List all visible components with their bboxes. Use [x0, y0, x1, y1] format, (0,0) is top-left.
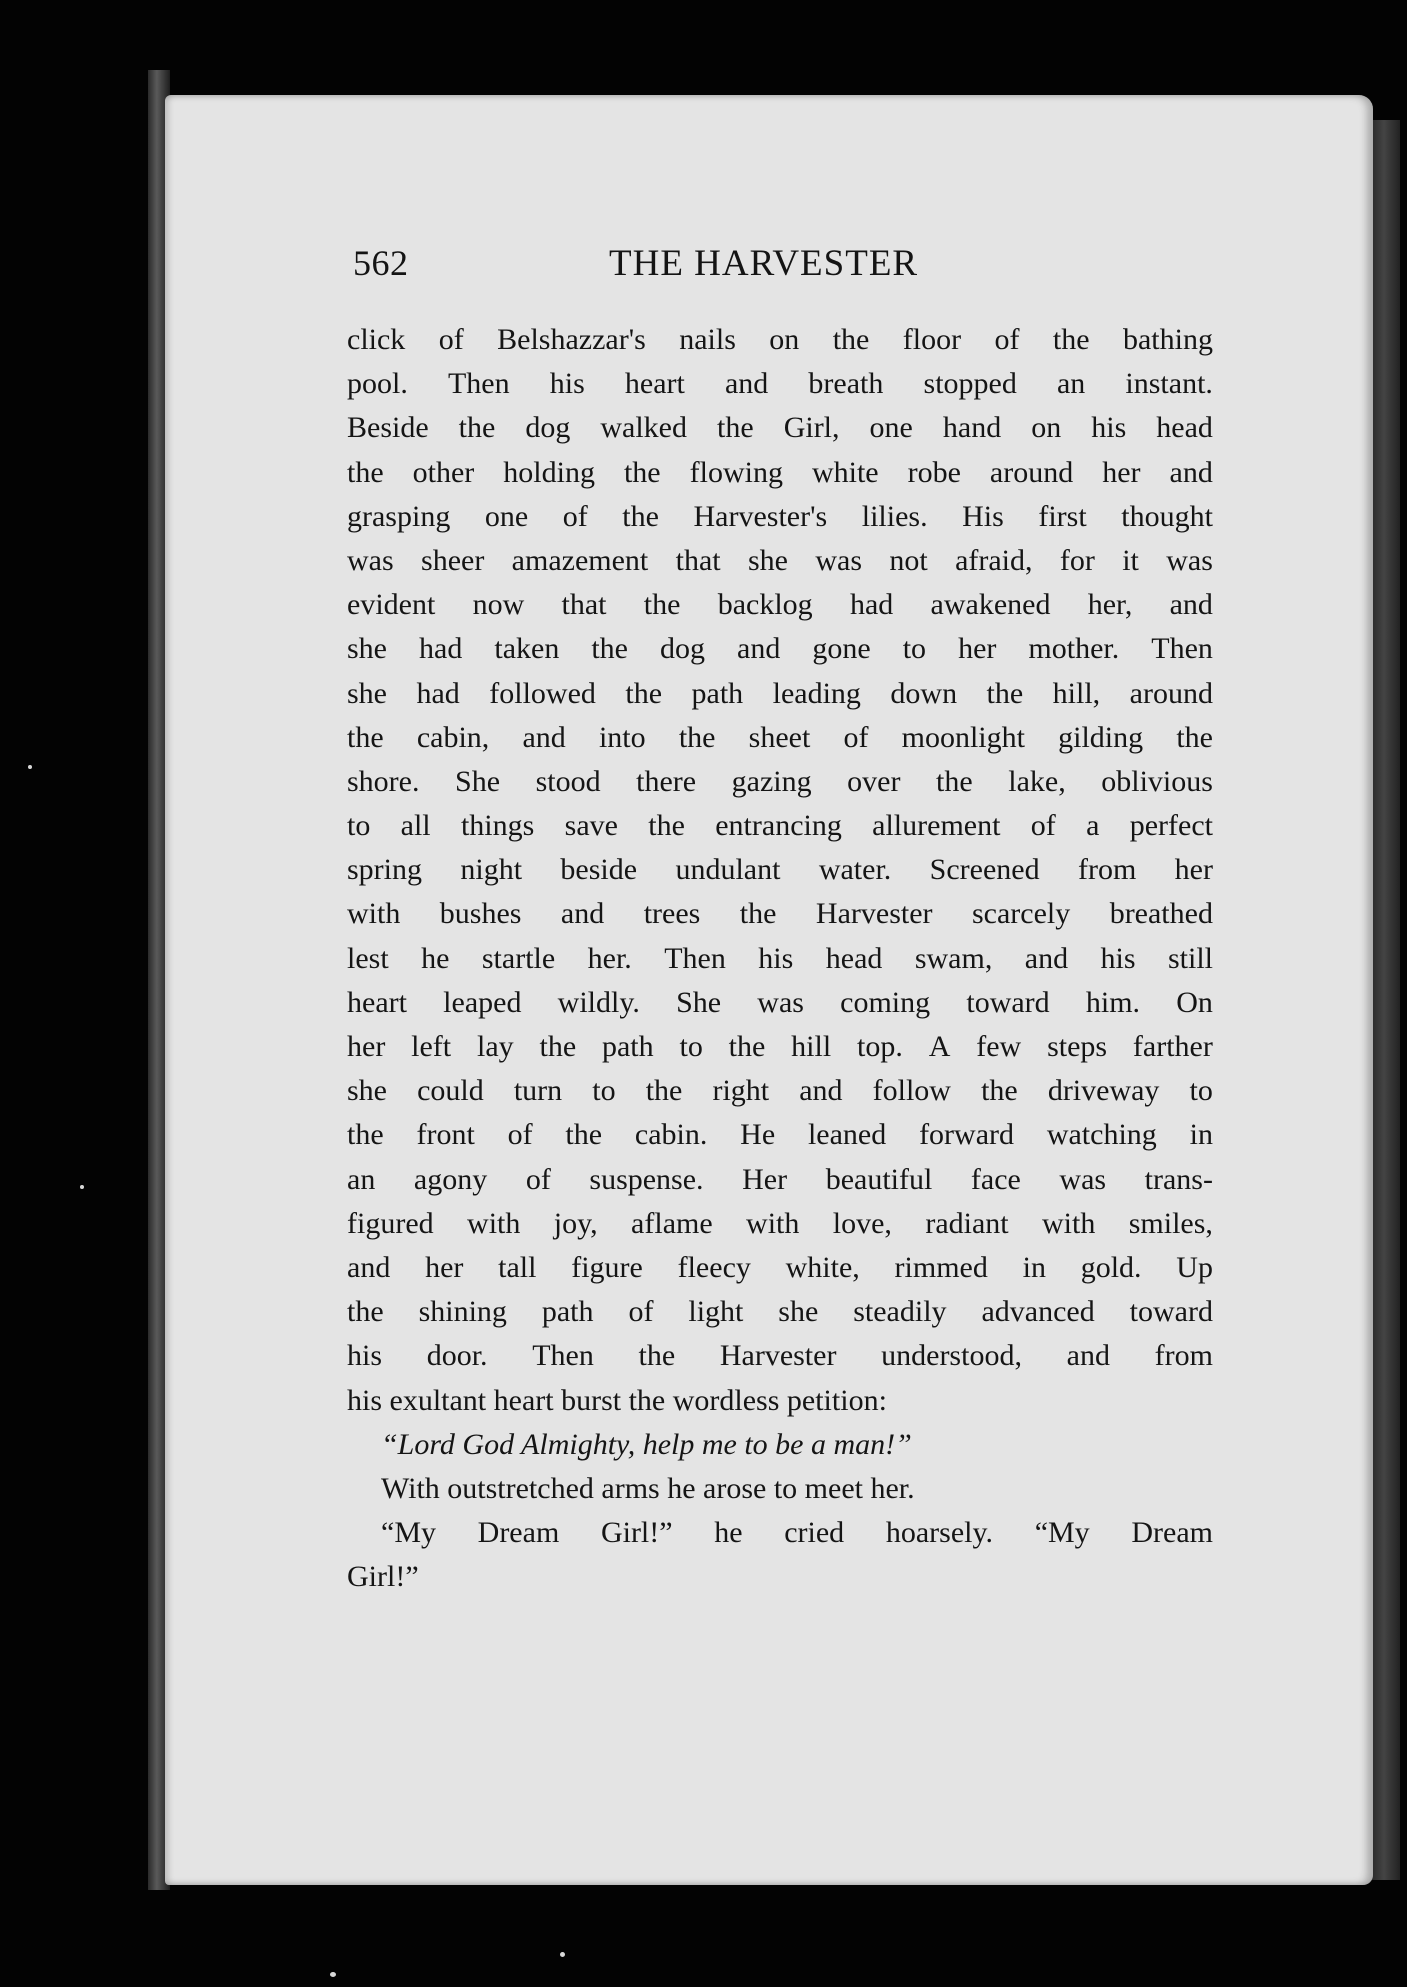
text-line: an agony of suspense. Her beautiful face was trans-	[347, 1162, 1213, 1196]
prayer-line: “Lord God Almighty, help me to be a man!”	[381, 1427, 912, 1461]
text-line: the shining path of light she steadily advanced toward	[347, 1295, 1213, 1329]
text-line: pool. Then his heart and breath stopped an instant.	[347, 367, 1213, 401]
text-line: heart leaped wildly. She was coming toward him. On	[347, 985, 1213, 1019]
text-line: the cabin, and into the sheet of moonlight gilding the	[347, 720, 1213, 754]
text-line: lest he startle her. Then his head swam, and his still	[347, 941, 1213, 975]
page-header	[353, 242, 1213, 302]
text-line: and her tall figure fleecy white, rimmed in gold. Up	[347, 1250, 1213, 1284]
text-line: his exultant heart burst the wordless petition:	[347, 1383, 887, 1417]
scan-speck	[560, 1952, 565, 1957]
text-line: evident now that the backlog had awakened her, and	[347, 588, 1213, 622]
page-number: 562	[353, 243, 409, 283]
scan-speck	[80, 1185, 84, 1189]
text-line: was sheer amazement that she was not afraid, for it was	[347, 543, 1213, 577]
body-text	[347, 318, 1213, 1599]
text-line: With outstretched arms he arose to meet her.	[381, 1471, 915, 1505]
text-line: to all things save the entrancing allurement of a perfect	[347, 809, 1213, 843]
text-line: shore. She stood there gazing over the lake, oblivious	[347, 764, 1213, 798]
text-line: spring night beside undulant water. Screened from her	[347, 853, 1213, 887]
text-line: Girl!”	[347, 1560, 419, 1594]
running-head: THE HARVESTER	[609, 243, 919, 284]
text-line: Beside the dog walked the Girl, one hand on his head	[347, 411, 1213, 445]
text-line: “My Dream Girl!” he cried hoarsely. “My Dream	[381, 1516, 1213, 1550]
text-line: click of Belshazzar's nails on the floor of the bathing	[347, 323, 1213, 356]
text-line: his door. Then the Harvester understood, and from	[347, 1339, 1213, 1373]
text-line: her left lay the path to the hill top. A few steps farther	[347, 1030, 1213, 1063]
text-line: figured with joy, aflame with love, radiant with smiles,	[347, 1206, 1213, 1240]
scan-speck	[28, 765, 32, 769]
text-line: with bushes and trees the Harvester scarcely breathed	[347, 897, 1213, 931]
text-line: the front of the cabin. He leaned forward watching in	[347, 1118, 1213, 1152]
text-line: grasping one of the Harvester's lilies. His first thought	[347, 499, 1213, 533]
text-line: she had taken the dog and gone to her mother. Then	[347, 632, 1213, 666]
text-line: the other holding the flowing white robe around her and	[347, 455, 1213, 489]
scan-speck	[330, 1972, 336, 1977]
text-line: she could turn to the right and follow the driveway to	[347, 1074, 1213, 1108]
text-line: she had followed the path leading down the hill, around	[347, 676, 1213, 710]
